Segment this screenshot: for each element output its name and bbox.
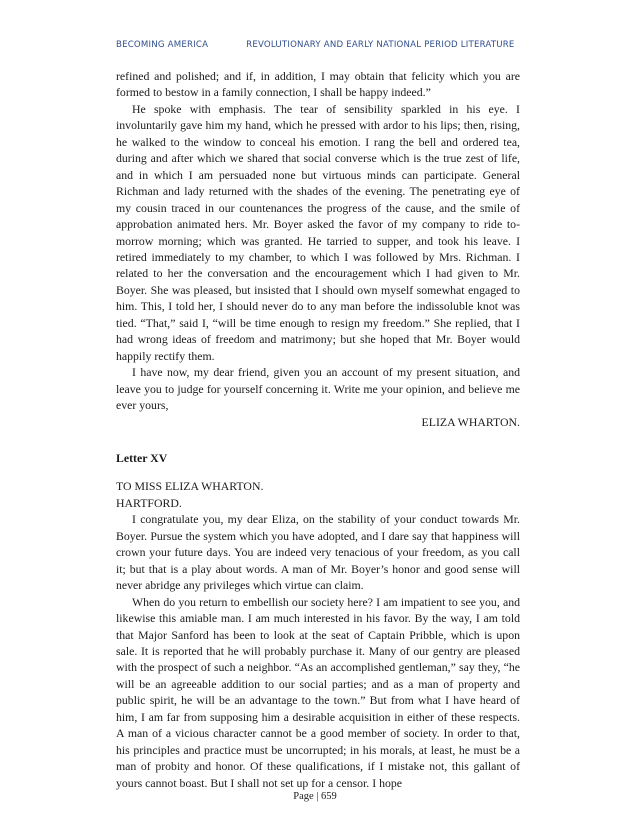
- paragraph-continuation: refined and polished; and if, in addition, I may obtain that felicity which you are formed to bestow in a family connection, I shall be happy indeed.”: [116, 69, 520, 100]
- paragraph: He spoke with emphasis. The tear of sensibility sparkled in his eye. I involuntarily gave him my hand, which he pressed with ardor to his lips; then, rising, he walked to the window to conceal his emotion. I rang the bell and ordered tea, during and after which we shared that social converse which is the true zest of life, and in which I am persuaded none but virtuous minds can participate. General Richman and lady returned with the shades of the evening. The penetrating eye of my cousin traced in our countenances the progress of the cause, and the smile of approbation animated hers. Mr. Boyer asked the favor of my company to ride to-morrow morning; which was granted. He tarried to supper, and took his leave. I retired immediately to my chamber, to which I was followed by Mrs. Richman. I related to her the conversation and the encouragement which I had given to Mr. Boyer. She was pleased, but insisted that I should own myself somewhat engaged to him. This, I told her, I should never do to any man before the indissoluble knot was tied. “That,” said I, “will be time enough to resign my freedom.” She replied, that I had wrong ideas of freedom and matrimony; but she hoped that Mr. Boyer would happily rectify them.: [116, 101, 520, 363]
- header-section-title: REVOLUTIONARY AND EARLY NATIONAL PERIOD LITERATURE: [246, 40, 515, 50]
- running-header: [116, 40, 516, 50]
- paragraph: When do you return to embellish our society here? I am impatient to see you, and likewise this amiable man. I am much interested in his favor. By the way, I am told that Major Sanford has been to look at the seat of Captain Pribble, which is upon sale. It is reported that he will probably purchase it. Many of our gentry are pleased with the prospect of such a neighbor. “As an accomplished gentleman,” say they, “he will be an agreeable addition to our social parties; and as a man of property and public spirit, he will be an advantage to the town.” But from what I have heard of him, I am far from supposing him a desirable acquisition in either of these respects. A man of a vicious character cannot be a good member of society. In order to that, his principles and practice must be uncorrupted; in his morals, at least, he must be a man of probity and honor. Of these qualifications, if I mistake not, this gallant of yours cannot boast. But I shall not set up for a censor. I hope: [116, 594, 520, 790]
- page-number: Page | 659: [293, 791, 337, 802]
- letter-address-recipient: TO MISS ELIZA WHARTON.: [116, 479, 264, 494]
- paragraph: I have now, my dear friend, given you an account of my present situation, and leave you to judge for yourself concerning it. Write me your opinion, and believe me ever yours,: [116, 365, 520, 413]
- paragraph: I congratulate you, my dear Eliza, on the stability of your conduct towards Mr. Boyer. Pursue the system which you have adopted, and I dare say that happiness will crown your future days. You are indeed very tenacious of your freedom, as you call it; but that is a play about words. A man of Mr. Boyer’s honor and good sense will never abridge any privileges which virtue can claim.: [116, 512, 520, 593]
- letter-address-place: HARTFORD.: [116, 495, 182, 510]
- header-book-title: BECOMING AMERICA: [116, 40, 209, 50]
- letter-signature: ELIZA WHARTON.: [421, 414, 520, 429]
- body-text: [116, 68, 520, 791]
- letter-heading: Letter XV: [116, 450, 168, 465]
